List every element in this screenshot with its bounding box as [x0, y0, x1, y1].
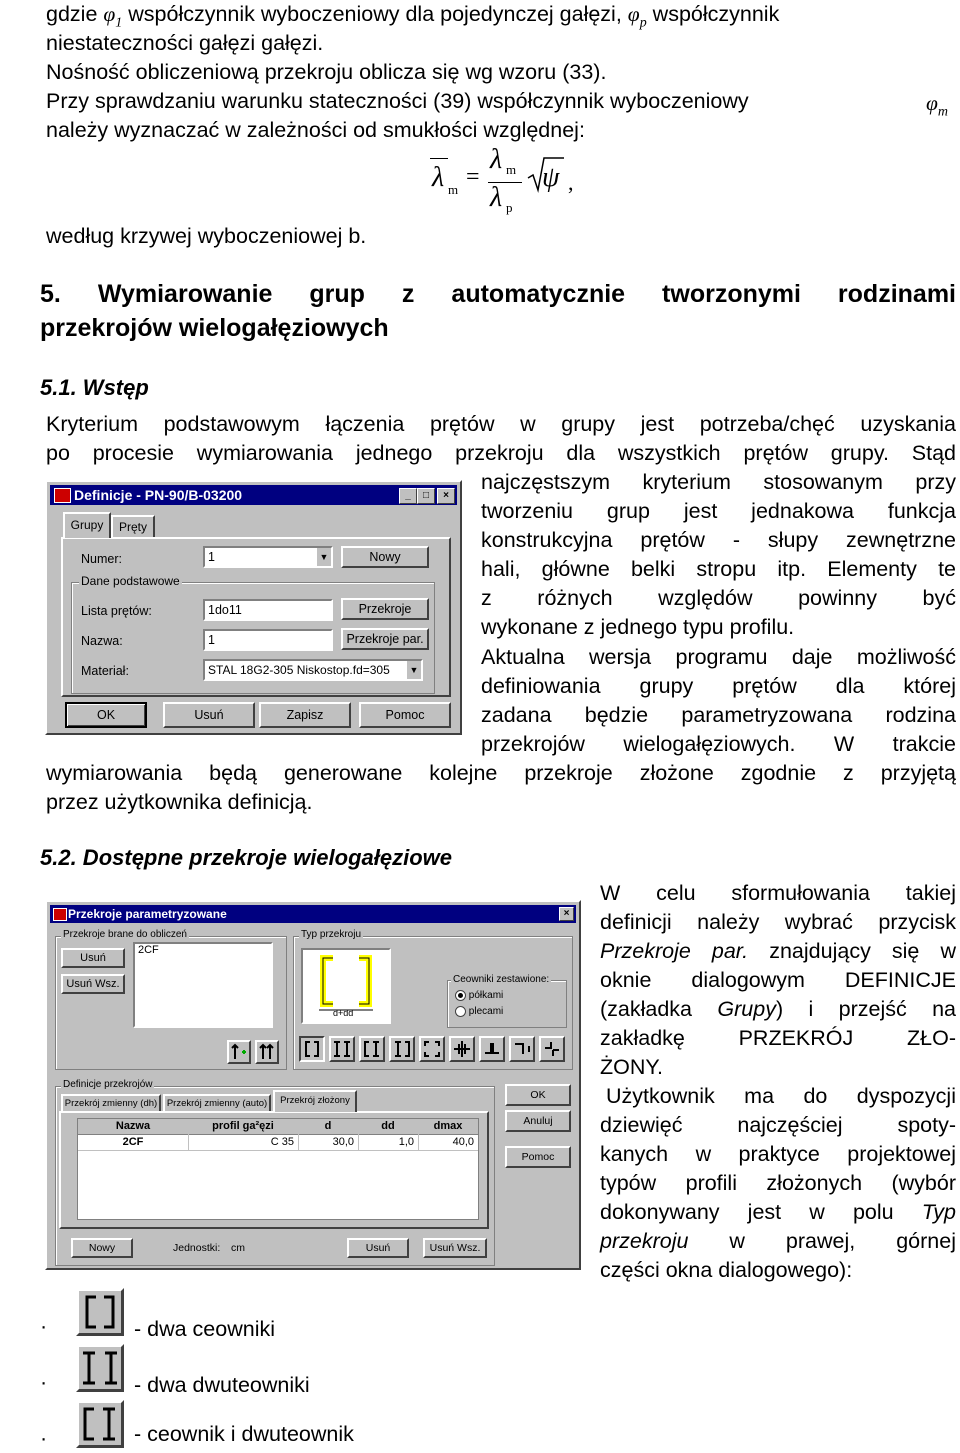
legend-two-i-beams: - dwa dwuteowniki: [134, 1373, 310, 1397]
p1-right-5: z różnych względów powinny być: [481, 586, 956, 610]
p2-right-2: definiowania grupy prętów dla której: [481, 674, 956, 698]
name-label: Nazwa:: [81, 634, 123, 648]
p1-line-2: po procesie wymiarowania jednego przekroju dla wszystkich prętów grupy. Stąd: [46, 441, 956, 465]
p2-right-4: przekrojów wielogałęziowych. W trakcie: [481, 732, 956, 756]
delete-all-button[interactable]: Usuń Wsz.: [61, 974, 125, 994]
ok-button[interactable]: OK: [65, 702, 147, 728]
angles-offset-icon[interactable]: [539, 1036, 565, 1062]
close-button[interactable]: ×: [437, 488, 455, 504]
four-angles-icon[interactable]: [419, 1036, 445, 1062]
row-d-cell[interactable]: 30,0: [332, 1136, 354, 1148]
ok-button[interactable]: OK: [505, 1084, 571, 1106]
chevron-down-icon: ▼: [315, 548, 331, 566]
two-channels-icon[interactable]: [299, 1036, 325, 1062]
p1-right-3: konstrukcyjna prętów - słupy zewnętrzne: [481, 528, 956, 552]
p1-right-6: wykonane z jednego typu profilu.: [481, 615, 795, 639]
channel-arrangement-group: [447, 980, 567, 1028]
radio-flanges[interactable]: półkami: [455, 990, 503, 1001]
units-value: cm: [231, 1242, 245, 1254]
sections-table: [77, 1118, 479, 1220]
parametric-sections-dialog: [45, 900, 581, 1270]
bars-list-label: Lista prętów:: [81, 604, 152, 618]
sections-button[interactable]: Przekroje: [341, 598, 429, 620]
number-select[interactable]: 1 ▼: [203, 546, 333, 568]
two-i-beams-icon[interactable]: [329, 1036, 355, 1062]
bars-list-input[interactable]: 1do11: [203, 599, 333, 621]
p2-line-5: wymiarowania będą generowane kolejne przekroje złożone zgodnie z przyjętą: [46, 761, 956, 785]
s52-line-14: części okna dialogowego):: [600, 1258, 853, 1282]
section-type-title: Typ przekroju: [301, 929, 362, 940]
material-select[interactable]: STAL 18G2-305 Niskostop.fd=305 ▼: [203, 659, 423, 681]
intro-line-3: Nośność obliczeniową przekroju oblicza się wg wzoru (33).: [46, 60, 607, 84]
taken-sections-title: Przekroje brane do obliczeń: [63, 929, 187, 940]
s52-line-8: Użytkownik ma do dyspozycji: [606, 1084, 956, 1108]
move-up-icon[interactable]: [227, 1040, 251, 1064]
row-dd-cell[interactable]: 1,0: [398, 1136, 414, 1148]
cross-angles-icon[interactable]: [449, 1036, 475, 1062]
s52-line-4: oknie dialogowym DEFINICJE: [600, 968, 956, 992]
legend-two-channels: - dwa ceowniki: [134, 1317, 275, 1341]
dialog-title: Definicje - PN-90/B-03200: [74, 487, 243, 503]
two-angles-icon[interactable]: [479, 1036, 505, 1062]
row-name-cell[interactable]: 2CF: [122, 1136, 144, 1148]
bullet-2: ·: [40, 1370, 48, 1394]
new-button[interactable]: Nowy: [341, 546, 429, 568]
col-dmax-header: dmax: [433, 1120, 463, 1132]
maximize-button[interactable]: □: [417, 488, 435, 504]
legend-channel-and-i-beam: - ceownik i dwuteownik: [134, 1422, 354, 1446]
i-beam-channel-icon[interactable]: [389, 1036, 415, 1062]
p1-right-4: hali, główne belki stropu itp. Elementy te: [481, 557, 956, 581]
s52-line-5: (zakładka Grupy) i przejść na: [600, 997, 956, 1021]
definitions-dialog: [45, 480, 462, 735]
col-name-header: Nazwa: [115, 1120, 151, 1132]
material-label: Materiał:: [81, 664, 129, 678]
s52-line-7: ŻONY.: [600, 1055, 663, 1079]
help-button[interactable]: Pomoc: [359, 702, 451, 728]
s52-line-6: zakładkę PRZEKRÓJ ZŁO-: [600, 1026, 956, 1050]
section-5-2-title: 5.2. Dostępne przekroje wielogałęziowe: [40, 845, 453, 870]
s52-line-9: dziewięć najczęściej spoty-: [600, 1113, 956, 1137]
s52-line-12: dokonywany jest w polu Typ: [600, 1200, 956, 1224]
tab-variable-dh[interactable]: Przekrój zmienny (dh): [61, 1094, 161, 1112]
cancel-button[interactable]: Anuluj: [505, 1110, 571, 1132]
col-d-header: d: [324, 1120, 332, 1132]
app-icon: [53, 908, 67, 921]
col-dd-header: dd: [381, 1120, 395, 1132]
p2-line-6: przez użytkownika definicją.: [46, 790, 313, 814]
row-dmax-cell[interactable]: 40,0: [452, 1136, 474, 1148]
save-button[interactable]: Zapisz: [259, 702, 351, 728]
intro-line-6: według krzywej wyboczeniowej b.: [46, 224, 367, 248]
channel-and-i-beam-icon: [76, 1400, 124, 1448]
type-caption: d+dd: [333, 1008, 354, 1018]
basic-data-group-title: Dane podstawowe: [81, 574, 180, 588]
s52-line-3: Przekroje par. znajdujący się w: [600, 939, 956, 963]
two-i-beams-icon: [76, 1344, 124, 1392]
sections-list[interactable]: [133, 942, 273, 1028]
move-all-up-icon[interactable]: [255, 1040, 279, 1064]
delete-button[interactable]: Usuń: [61, 948, 125, 968]
channel-and-i-beam-icon[interactable]: [359, 1036, 385, 1062]
bullet-3: ·: [40, 1426, 48, 1450]
angles-star-icon[interactable]: [509, 1036, 535, 1062]
intro-line-2: niestateczności gałęzi gałęzi.: [46, 31, 324, 55]
minimize-button[interactable]: _: [399, 488, 417, 504]
delete-row-button[interactable]: Usuń: [347, 1238, 409, 1258]
tab-groups[interactable]: Grupy: [63, 512, 111, 538]
delete-all-rows-button[interactable]: Usuń Wsz.: [423, 1238, 487, 1258]
help-button[interactable]: Pomoc: [505, 1146, 571, 1168]
units-label: Jednostki:: [173, 1242, 221, 1254]
dialog-title: Przekroje parametryzowane: [68, 907, 227, 921]
section-5-title-line-1: 5. Wymiarowanie grup z automatycznie tworzonymi rodzinami: [40, 280, 956, 308]
s52-line-1: W celu sformułowania takiej: [600, 881, 956, 905]
p1-right-1: najczęstszym kryterium stosowanym przy: [481, 470, 956, 494]
bullet-1: ·: [40, 1314, 48, 1338]
phi-m-symbol: $\varphi_m$: [926, 91, 949, 120]
parametric-sections-button[interactable]: Przekroje par.: [341, 628, 429, 650]
s52-line-10: kanych w praktyce projektowej: [600, 1142, 956, 1166]
row-profile-cell[interactable]: C 35: [270, 1136, 294, 1148]
section-5-1-title: 5.1. Wstęp: [40, 375, 149, 400]
close-button[interactable]: ×: [559, 907, 574, 921]
p2-right-3: zadana będzie parametryzowana rodzina: [481, 703, 956, 727]
dialog-titlebar: [50, 905, 576, 923]
intro-line-1: gdzie $\varphi_1$ współczynnik wyboczeniowy dla pojedynczej gałęzi, $\varphi_p$ współczynnik: [46, 2, 780, 31]
chevron-down-icon: ▼: [405, 661, 421, 679]
delete-button[interactable]: Usuń: [163, 702, 255, 728]
dialog-titlebar: [50, 485, 457, 505]
definitions-title: Definicje przekrojów: [63, 1079, 153, 1090]
radio-backs[interactable]: plecami: [455, 1006, 503, 1017]
slenderness-formula: λ m = λ m λ p ψ ,: [432, 144, 574, 215]
tab-variable-auto[interactable]: Przekrój zmienny (auto): [163, 1094, 271, 1112]
app-icon: [54, 488, 71, 503]
intro-line-4: Przy sprawdzaniu warunku stateczności (39) współczynnik wyboczeniowy: [46, 89, 749, 113]
s52-line-11: typów profili złożonych (wybór: [600, 1171, 956, 1195]
intro-line-5: należy wyznaczać w zależności od smukłości względnej:: [46, 118, 585, 142]
new-button[interactable]: Nowy: [71, 1238, 133, 1258]
channel-arrangement-title: Ceowniki zestawione:: [453, 974, 550, 985]
s52-line-2: definicji należy wybrać przycisk: [600, 910, 956, 934]
name-input[interactable]: 1: [203, 629, 333, 651]
s52-line-13: przekroju w prawej, górnej: [600, 1229, 956, 1253]
section-5-title-line-2: przekrojów wielogałęziowych: [40, 314, 389, 342]
tab-bars[interactable]: Pręty: [111, 515, 155, 537]
two-channels-icon: [76, 1288, 124, 1336]
p1-line-1: Kryterium podstawowym łączenia prętów w grupy jest potrzeba/chęć uzyskania: [46, 412, 956, 436]
section-preview: [301, 948, 391, 1024]
col-profile-header: profil ga²ęzi: [212, 1120, 274, 1132]
tab-composite[interactable]: Przekrój złożony: [273, 1090, 357, 1112]
number-label: Numer:: [81, 552, 122, 566]
p1-right-2: tworzeniu grup jest jednakowa funkcja: [481, 499, 956, 523]
list-item[interactable]: 2CF: [138, 944, 159, 956]
p2-right-1: Aktualna wersja programu daje możliwość: [481, 645, 956, 669]
